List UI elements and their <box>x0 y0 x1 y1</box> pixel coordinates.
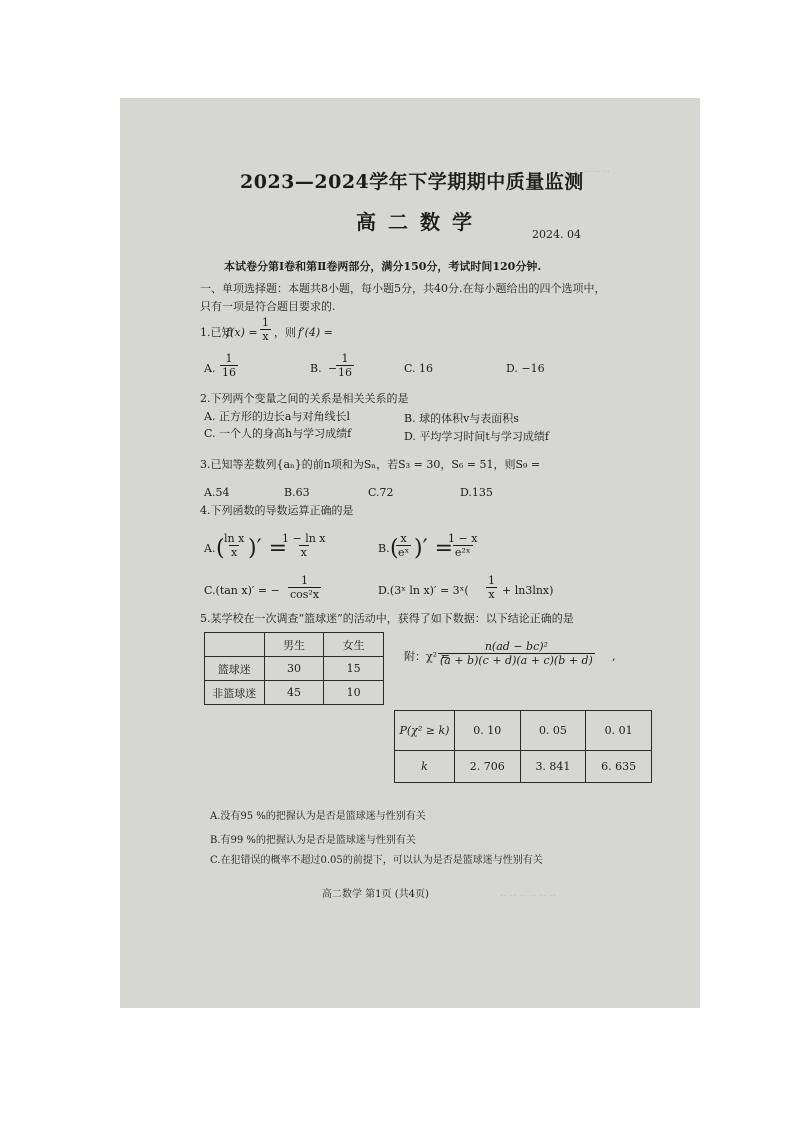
q3-stem: 3.已知等差数列{aₙ}的前n项和为Sₙ，若S₃ = 30，S₆ = 51，则S₉ = <box>200 458 541 471</box>
table-header-row <box>395 711 652 751</box>
bleed-through-text: ‥ ‥ ‥ ‥ ‥ ‥ <box>500 888 556 899</box>
q2-option-c: C. 一个人的身高h与学习成绩f <box>204 427 352 440</box>
page-footer: 高二数学 第1页 (共4页) <box>322 889 429 900</box>
exam-date: 2024. 04 <box>532 228 581 241</box>
q1-option-b-sign: − <box>328 362 338 375</box>
q5-survey-table <box>204 632 384 705</box>
table-cell: 45 <box>264 681 324 705</box>
table-row <box>205 681 384 705</box>
table-header-cell: 男生 <box>264 633 324 657</box>
q5-option-c: C.在犯错误的概率不超过0.05的前提下，可以认为是否是篮球迷与性别有关 <box>210 855 543 866</box>
exam-instructions: 本试卷分第Ⅰ卷和第Ⅱ卷两部分，满分150分，考试时间120分钟. <box>224 260 542 273</box>
table-cell: 非篮球迷 <box>205 681 265 705</box>
q3-option-b: B.63 <box>284 486 310 499</box>
bleed-through-text: ‥ ‥ ‥ ‥ ‥ <box>564 164 611 175</box>
q1-option-a-label: A. <box>204 362 216 375</box>
q3-option-c: C.72 <box>368 486 394 499</box>
q4-stem: 4.下列函数的导数运算正确的是 <box>200 504 354 517</box>
q4-option-b-lhs: $\frac{x}{\text{eˣ}}$ <box>398 532 410 559</box>
q4-option-d-fraction: $\frac{1}{x}$ <box>488 574 495 601</box>
q4-option-d: D.(3ˣ ln x)′ = 3ˣ( <box>378 584 469 597</box>
table-header-cell: 0. 05 <box>520 711 586 751</box>
q4-option-b-label: B. <box>378 542 390 555</box>
table-header-cell: 0. 01 <box>586 711 652 751</box>
q2-option-b: B. 球的体积v与表面积s <box>404 412 519 425</box>
q5-critical-value-table <box>394 710 652 783</box>
table-cell: 15 <box>324 657 384 681</box>
q1-stem-prefix: 1.已知 <box>200 326 233 339</box>
q1-option-d: D. −16 <box>506 362 545 375</box>
table-header-cell: P(χ² ≥ k) <box>395 711 455 751</box>
q1-option-a-fraction: $\frac{1}{16}$ <box>222 352 236 379</box>
q4-option-c: C.(tan x)′ = − <box>204 584 280 597</box>
q2-stem: 2.下列两个变量之间的关系是相关关系的是 <box>200 392 409 405</box>
exam-title: 2023—2024学年下学期期中质量监测 <box>240 171 584 193</box>
q5-stem: 5.某学校在一次调查“篮球迷”的活动中，获得了如下数据：以下结论正确的是 <box>200 612 574 625</box>
exam-subject: 高二数学 <box>356 210 484 234</box>
table-cell: k <box>395 751 455 783</box>
q4-option-a-lhs: $\frac{\text{ln x}}{x}$ <box>224 532 245 559</box>
table-header-cell <box>205 633 265 657</box>
q3-option-a: A.54 <box>204 486 230 499</box>
exam-paper <box>120 98 700 1008</box>
chi-square-formula-prefix: 附：χ² = <box>404 650 450 663</box>
table-cell: 10 <box>324 681 384 705</box>
table-row <box>395 751 652 783</box>
q2-option-d: D. 平均学习时间t与学习成绩f <box>404 430 549 443</box>
q1-stem-mid: ，则 <box>274 326 296 339</box>
q4-a-open-paren: ( <box>216 536 225 561</box>
q4-option-a-rhs: $\frac{\text{1 − ln x}}{x}$ <box>282 532 326 559</box>
chi-square-formula: $\frac{\text{n(ad − bc)²}}{(a + b)(c + d)(a + c)(b + d)}$ <box>440 640 593 667</box>
q4-a-close-paren: )′ = <box>248 536 288 561</box>
q4-option-c-fraction: $\frac{1}{\text{cos²x}}$ <box>290 574 320 601</box>
q5-option-a: A.没有95 %的把握认为是否是篮球迷与性别有关 <box>210 811 426 822</box>
table-cell: 篮球迷 <box>205 657 265 681</box>
q1-option-b-label: B. <box>310 362 322 375</box>
q1-function: f(x) = <box>226 326 258 339</box>
q4-option-a-label: A. <box>204 542 216 555</box>
table-header-cell: 0. 10 <box>454 711 520 751</box>
table-row <box>205 657 384 681</box>
table-cell: 3. 841 <box>520 751 586 783</box>
q4-b-open-paren: ( <box>390 536 399 561</box>
table-cell: 30 <box>264 657 324 681</box>
q4-b-close-paren: )′ = <box>414 536 454 561</box>
chi-square-formula-suffix: , <box>612 650 616 663</box>
table-header-cell: 女生 <box>324 633 384 657</box>
q1-fraction: $\frac{1}{x}$ <box>262 316 269 343</box>
section-heading: 一、单项选择题：本题共8小题，每小题5分，共40分.在每小题给出的四个选项中， <box>200 282 606 295</box>
section-heading-cont: 只有一项是符合题目要求的. <box>200 300 336 313</box>
q4-option-d-tail: + ln3lnx) <box>502 584 554 597</box>
table-cell: 2. 706 <box>454 751 520 783</box>
q1-option-c: C. 16 <box>404 362 434 375</box>
table-header-row <box>205 633 384 657</box>
q3-option-d: D.135 <box>460 486 493 499</box>
q1-derivative: f′(4) = <box>298 326 333 339</box>
q2-option-a: A. 正方形的边长a与对角线长l <box>204 410 351 423</box>
table-cell: 6. 635 <box>586 751 652 783</box>
q5-option-b: B.有99 %的把握认为是否是篮球迷与性别有关 <box>210 835 416 846</box>
q4-option-b-rhs: $\frac{1 - x}{\text{e²ˣ}}$ <box>448 532 478 559</box>
q1-option-b-fraction: $\frac{1}{16}$ <box>338 352 352 379</box>
